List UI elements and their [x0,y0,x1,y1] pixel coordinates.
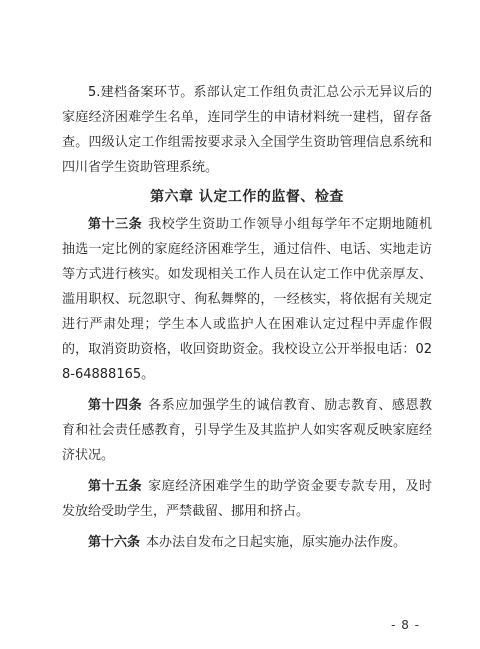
article-13 [62,212,432,387]
article-label: 第十四条 [88,398,143,413]
article-label: 第十三条 [88,217,143,232]
article-label: 第十五条 [88,479,143,494]
article-label: 第十六条 [88,535,141,550]
section-5-paragraph: 5.建档备案环节。系部认定工作组负责汇总公示无异议后的家庭经济困难学生名单，连同学生的申请材料统一建档，留存备查。四级认定工作组需按要求录入全国学生资助管理信息系统和四川省学生资助管理系统。 [62,85,432,175]
page-content [62,80,432,555]
page-number: - 8 - [391,618,420,632]
article-14 [62,393,432,468]
article-15 [62,474,432,524]
article-text: 我校学生资助工作领导小组每学年不定期地随机抽选一定比例的家庭经济困难学生，通过信件、电话、实地走访等方式进行核实。如发现相关工作人员在认定工作中优亲厚友、滥用职权、玩忽职守、徇私舞弊的，一经核实，将依据有关规定进行严肃处理；学生本人或监护人在困难认定过程中弄虚作假的，取消资助资格，收回资助资金。我校设立公开举报电话：028-64888165。 [62,217,432,382]
article-text: 本办法自发布之日起实施，原实施办法作废。 [146,535,407,550]
chapter-title: 第六章 认定工作的监督、检查 [150,189,344,205]
article-16 [62,530,432,555]
article-text: 各系应加强学生的诚信教育、励志教育、感恩教育和社会责任感教育，引导学生及其监护人如实客观反映家庭经济状况。 [62,398,432,463]
article-text: 家庭经济困难学生的助学资金要专款专用，及时发放给受助学生，严禁截留、挪用和挤占。 [62,479,432,519]
